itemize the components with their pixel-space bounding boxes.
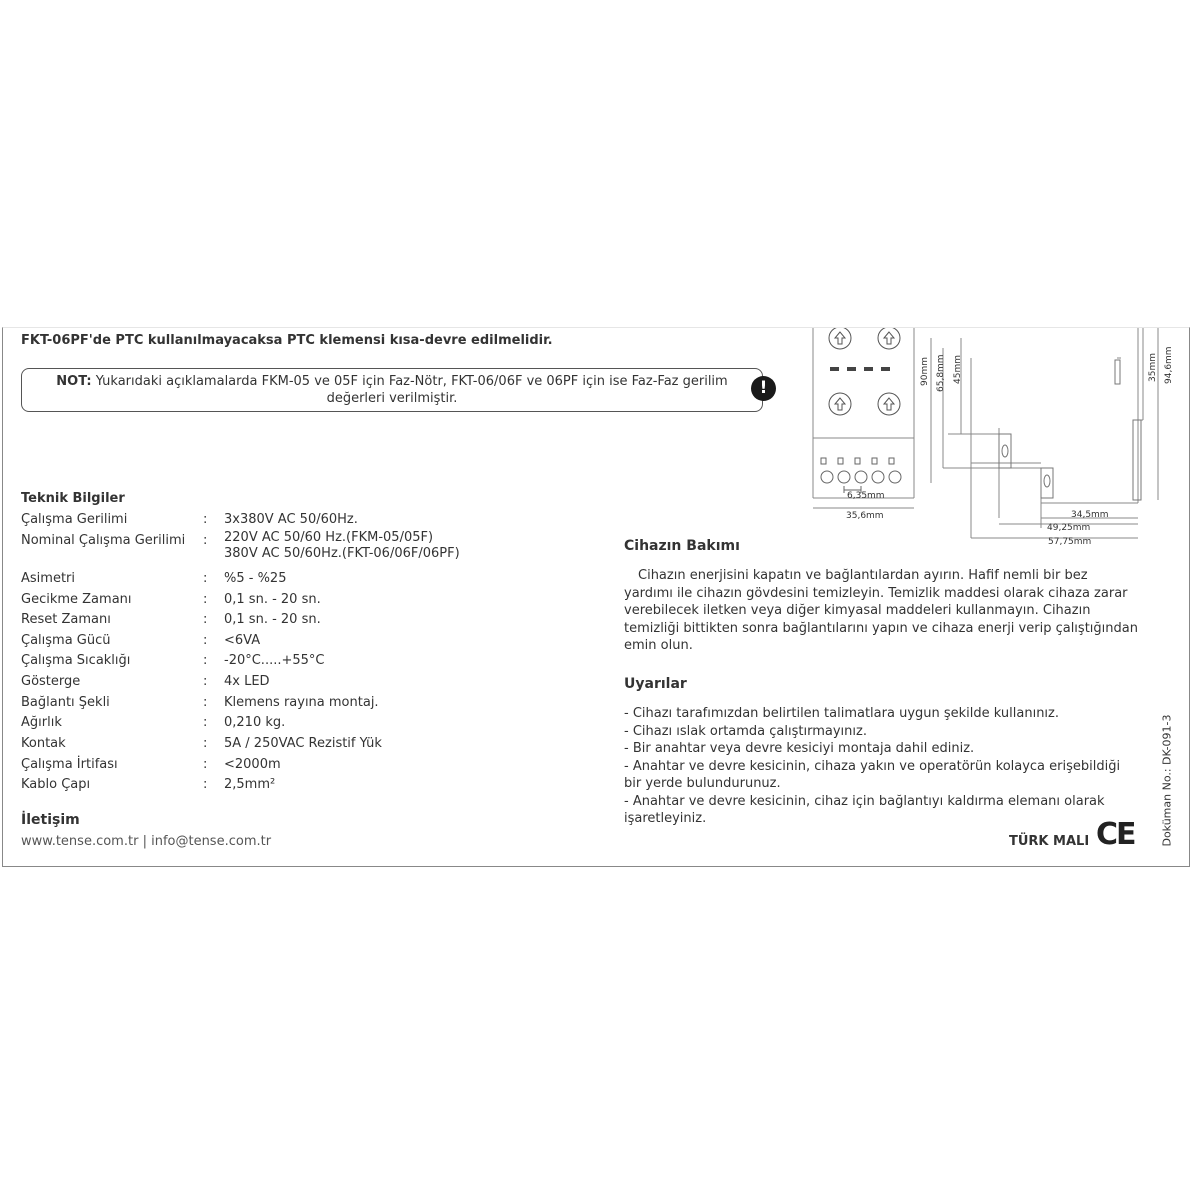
- warning-item: - Cihazı ıslak ortamda çalıştırmayınız.: [624, 723, 867, 739]
- contact-heading: İletişim: [21, 812, 80, 828]
- tech-sep: :: [203, 695, 208, 710]
- tech-sep: :: [203, 736, 208, 751]
- warning-item: - Cihazı tarafımızdan belirtilen talimatlara uygun şekilde kullanınız.: [624, 706, 1059, 721]
- tech-row: [21, 715, 621, 733]
- tech-row: [21, 612, 621, 630]
- tech-sep: :: [203, 633, 208, 648]
- dim-90: 90mm: [920, 357, 930, 386]
- email-link[interactable]: info@tense.com.tr: [151, 834, 272, 849]
- tech-value: 5A / 250VAC Rezistif Yük: [224, 736, 382, 751]
- tech-value: -20°C.....+55°C: [224, 653, 325, 668]
- tech-sep: :: [203, 777, 208, 792]
- turk-mali-label: TÜRK MALI: [1009, 834, 1090, 849]
- tech-row: [21, 674, 621, 692]
- tech-label: Bağlantı Şekli: [21, 695, 110, 710]
- tech-row: [21, 757, 621, 775]
- dim-6-35: 6,35mm: [847, 491, 885, 501]
- tech-sep: :: [203, 533, 208, 548]
- datasheet-panel: [2, 327, 1190, 867]
- tech-value: 0,210 kg.: [224, 715, 286, 730]
- warning-item: - Anahtar ve devre kesicinin, cihaz için bağlantıyı kaldırma elemanı olarak işaretleyiniz.: [624, 793, 1105, 826]
- tech-row: [21, 592, 621, 610]
- tech-sep: :: [203, 571, 208, 586]
- tech-label: Çalışma Gücü: [21, 633, 111, 648]
- dim-35: 35mm: [1148, 353, 1158, 382]
- tech-label: Kablo Çapı: [21, 777, 91, 792]
- tech-row: [21, 695, 621, 713]
- dim-34-5: 34,5mm: [1071, 510, 1109, 520]
- warnings-heading: Uyarılar: [624, 676, 687, 692]
- tech-row: [21, 571, 621, 589]
- maintenance-heading: Cihazın Bakımı: [624, 538, 740, 554]
- dim-94-6: 94,6mm: [1164, 346, 1174, 384]
- tech-row: [21, 736, 621, 754]
- tech-value: %5 - %25: [224, 571, 287, 586]
- tech-row: [21, 512, 621, 530]
- tech-value: <2000m: [224, 757, 281, 772]
- tech-heading: Teknik Bilgiler: [21, 491, 125, 506]
- exclamation-icon: !: [751, 376, 776, 401]
- tech-value: 3x380V AC 50/60Hz.: [224, 512, 358, 527]
- dim-65-8: 65,8mm: [936, 354, 946, 392]
- note-label: NOT:: [56, 374, 92, 389]
- dim-57-75: 57,75mm: [1048, 537, 1092, 547]
- website-link[interactable]: www.tense.com.tr: [21, 834, 139, 849]
- note-body: Yukarıdaki açıklamalarda FKM-05 ve 05F için Faz-Nötr, FKT-06/06F ve 06PF için ise Faz-Faz gerilim değerleri verilmiştir.: [95, 374, 728, 406]
- note-text: [42, 373, 742, 407]
- tech-sep: :: [203, 674, 208, 689]
- maintenance-text: Cihazın enerjisini kapatın ve bağlantılardan ayırın. Hafif nemli bir bez yardımı ile cihazın gövdesini temizleyin. Temizlik maddesi olarak cihaza zarar verebilecek iletken veya diğer kimyasal maddeleri kullanmayın. Cihazın temizliği bittikten sonra bağlantılarını yapın ve cihaza enerji verip çalıştığından emin olun.: [624, 568, 1138, 653]
- warning-item: - Bir anahtar veya devre kesiciyi montaja dahil ediniz.: [624, 741, 975, 756]
- tech-sep: :: [203, 592, 208, 607]
- tech-label: Ağırlık: [21, 715, 62, 730]
- tech-label: Çalışma Gerilimi: [21, 512, 128, 527]
- tech-row: [21, 653, 621, 671]
- tech-sep: :: [203, 512, 208, 527]
- ce-mark-icon: CE: [1096, 817, 1135, 852]
- warnings-list: [624, 705, 1139, 828]
- warning-item: - Anahtar ve devre kesicinin, cihaza yakın ve operatörün kolayca erişebildiği bir yerde bulundurunuz.: [624, 758, 1121, 791]
- ptc-warning-line: FKT-06PF'de PTC kullanılmayacaksa PTC klemensi kısa-devre edilmelidir.: [21, 333, 553, 348]
- knob-icon: [829, 328, 900, 415]
- dim-35-6: 35,6mm: [846, 511, 884, 521]
- doc-number-wrap: [1159, 712, 1175, 852]
- tech-label: Çalışma Sıcaklığı: [21, 653, 131, 668]
- led-indicators: [830, 367, 890, 371]
- tech-value: 0,1 sn. - 20 sn.: [224, 592, 321, 607]
- tech-sep: :: [203, 653, 208, 668]
- contact-divider: |: [142, 834, 147, 849]
- dim-49-25: 49,25mm: [1047, 523, 1091, 533]
- tech-label: Nominal Çalışma Gerilimi: [21, 533, 186, 548]
- dimension-drawing: [803, 328, 1183, 553]
- tech-sep: :: [203, 715, 208, 730]
- tech-label: Gecikme Zamanı: [21, 592, 132, 607]
- tech-label: Çalışma İrtifası: [21, 757, 118, 772]
- note-box: [21, 368, 763, 412]
- tech-value: 4x LED: [224, 674, 270, 689]
- connector-shape: [999, 434, 1053, 498]
- tech-value-2: 380V AC 50/60Hz.(FKT-06/06F/06PF): [224, 546, 460, 561]
- tech-label: Gösterge: [21, 674, 81, 689]
- dim-45: 45mm: [953, 355, 963, 384]
- tech-value: 220V AC 50/60 Hz.(FKM-05/05F): [224, 530, 434, 545]
- tech-label: Kontak: [21, 736, 66, 751]
- tech-value: 0,1 sn. - 20 sn.: [224, 612, 321, 627]
- tech-value: Klemens rayına montaj.: [224, 695, 379, 710]
- contact-line: [21, 834, 271, 849]
- tech-value: <6VA: [224, 633, 261, 648]
- tech-sep: :: [203, 757, 208, 772]
- tech-row: [21, 777, 621, 795]
- terminal-circles: [821, 458, 901, 483]
- tech-label: Asimetri: [21, 571, 75, 586]
- tech-row: [21, 530, 621, 564]
- tech-value: 2,5mm²: [224, 777, 276, 792]
- tech-sep: :: [203, 612, 208, 627]
- tech-row: [21, 633, 621, 651]
- tech-label: Reset Zamanı: [21, 612, 111, 627]
- doc-number: Doküman No.: DK-091-3: [1160, 714, 1174, 847]
